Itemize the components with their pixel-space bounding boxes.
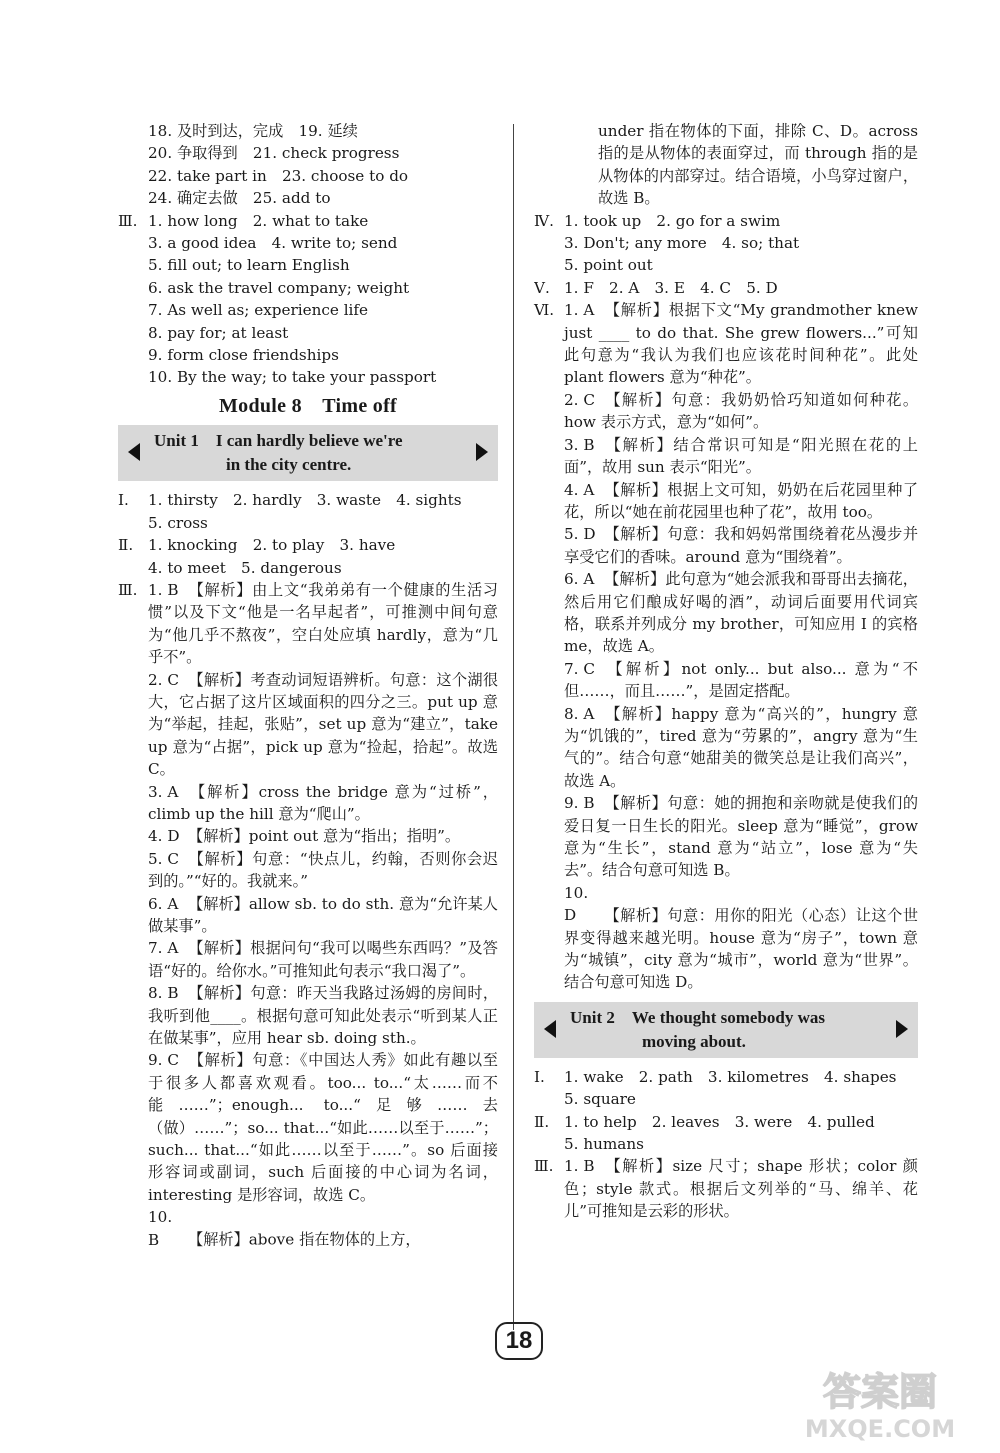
- explanation-item: 3. B 【解析】结合常识可知是“阳光照在花的上面”，故用 sun 表示“阳光”。: [564, 435, 918, 477]
- answer-line: 22. take part in 23. choose to do: [148, 166, 409, 185]
- continued-explanation: under 指在物体的下面，排除 C、D。across 指的是从物体的表面穿过，而 through 指的是从物体的内部穿过。结合语境，小鸟穿过窗户，故选 B。: [598, 122, 918, 208]
- explanation-item: 1. B 【解析】size 尺寸；shape 形状；color 颜色；style 款式。根据后文列举的“马、绵羊、花儿”可推知是云彩的形状。: [564, 1157, 918, 1221]
- answer-line: 20. 争取得到 21. check progress: [148, 144, 400, 163]
- explanation-item: 2. C 【解析】考查动词短语辨析。句意：这个湖很大，它占据了这片区域面积的四分之三。put up 意为“举起，挂起，张贴”，set up 意为“建立”，take up 意为“占据”，pick up 意为“捡起，拾起”。故选 C。: [148, 670, 498, 779]
- section-3-line: 5. fill out; to learn English: [148, 256, 350, 275]
- section-3-line: 8. pay for; at least: [148, 323, 289, 342]
- explanation-item: 10. D 【解析】句意：用你的阳光（心态）让这个世界变得越来越光明。house 意为“房子”，town 意为“城镇”，city 意为“城市”，world 意为“世界”。结合句意可知选 D。: [564, 883, 918, 992]
- section-5-line: Ⅴ. 1. F 2. A 3. E 4. C 5. D: [534, 278, 778, 297]
- right-column: under 指在物体的下面，排除 C、D。across 指的是从物体的表面穿过，而 through 指的是从物体的内部穿过。结合语境，小鸟穿过窗户，故选 B。 Ⅳ. 1. took up 2. go for a swim 3. Don't; any more 4. so; that 5. point out Ⅴ. 1. F 2. A 3. E 4. C 5. D Ⅵ. 1. A 【解析】根据下文“My grandmother knew just ____ to do that. She grew flowers...”可知此句意为“我认为我们也应该花时间种花”。此处 plant flowers 意为“种花”。 2. C 【解析】句意：我奶奶恰巧知道如何种花。how 表示方式，意为“如何”。 3. B 【解析】结合常识可知是“阳光照在花的上面”，故用 sun 表示“阳光”。 4. A 【解析】根据上文可知，奶奶在后花园里种了花，所以“她在前花园里也种了花”，故用 too。 5. D 【解析】句意：我和妈妈常围绕着花丛漫步并享受它们的香味。around 意为“围绕着”。 6. A 【解析】此句意为“她会派我和哥哥出去摘花，然后用它们酿成好喝的酒”，动词后面要用代词宾格，联系并列成分 my brother，可知应用 I 的宾格 me，故选 A。 7. C 【解析】not only... but also... 意为“不但……，而且……”，是固定搭配。 8. A 【解析】happy 意为“高兴的”，hungry 意为“饥饿的”，tired 意为“劳累的”，angry 意为“生气的”。结合句意“她甜美的微笑总是让我们高兴”，故选 A。 9. B 【解析】句意：她的拥抱和亲吻就是使我们的爱日复一日生长的阳光。sleep 意为“睡觉”，grow 意为“生长”，stand 意为“站立”，lose 意为“失去”。结合句意可知选 B。 10. D 【解析】句意：用你的阳光（心态）让这个世界变得越来越光明。house 意为“房子”，town 意为“城镇”，city 意为“城市”，world 意为“世界”。结合句意可知选 D。 Unit 2 We thought somebody was moving about. Ⅰ. 1. wake 2. path 3. kilometres 4. shapes 5. square Ⅱ. 1. to help 2. leaves 3. were 4. pulled 5. humans Ⅲ. 1. B 【解析】size 尺寸；shape 形状；color 颜色；style 款式。根据后文列举的“马、绵羊、花儿”可推知是云彩的形状。: [534, 120, 918, 1223]
- section-2-line: 5. humans: [564, 1135, 644, 1154]
- section-3-line: 3. a good idea 4. write to; send: [148, 234, 398, 253]
- answer-line: 24. 确定去做 25. add to: [148, 189, 331, 208]
- answer-line: 18. 及时到达，完成 19. 延续: [148, 122, 358, 140]
- explanation-item: 8. B 【解析】句意：昨天当我路过汤姆的房间时，我听到他____。根据句意可知此处表示“听到某人正在做某事”，应用 hear sb. doing sth.。: [148, 984, 498, 1048]
- section-2-line: Ⅱ. 1. to help 2. leaves 3. were 4. pulled: [534, 1112, 875, 1131]
- module-title: Module 8 Time off: [218, 394, 398, 417]
- section-3-line: 10. By the way; to take your passport: [148, 368, 437, 387]
- unit-2-title-line1: Unit 2 We thought somebody was: [570, 1007, 826, 1027]
- unit-2-banner: [534, 1002, 918, 1058]
- section-3-line: 9. form close friendships: [148, 346, 339, 365]
- unit-1-title-line2: in the city centre.: [226, 455, 352, 475]
- section-4-line: 5. point out: [564, 256, 653, 275]
- explanation-item: 6. A 【解析】此句意为“她会派我和哥哥出去摘花，然后用它们酿成好喝的酒”，动词后面要用代词宾格，联系并列成分 my brother，可知应用 I 的宾格 me，故选 A。: [564, 570, 918, 656]
- watermark-top-text: 答案圈: [822, 1370, 938, 1414]
- section-2-line: Ⅱ. 1. knocking 2. to play 3. have: [118, 536, 396, 555]
- left-arrow-icon: [128, 443, 140, 461]
- right-arrow-icon: [476, 443, 488, 461]
- explanation-item: 9. C 【解析】句意：《中国达人秀》如此有趣以至于很多人都喜欢观看。too... to...“太……而不能……”；enough... to...“足够……去（做）……”；so... that...“如此……以至于……”；such... that...“如此……以至于……”。so 后面接形容词或副词，such 后面接的中心词为名词，interesting 是形容词，故选 C。: [148, 1051, 498, 1204]
- explanation-item: 1. A 【解析】根据下文“My grandmother knew just ____ to do that. She grew flowers...”可知此句意为“我认为我们也应该花时间种花”。此处 plant flowers 意为“种花”。: [564, 301, 918, 387]
- unit-1-banner: [118, 425, 498, 481]
- section-4-line: 3. Don't; any more 4. so; that: [564, 234, 800, 253]
- left-column: 18. 及时到达，完成 19. 延续 20. 争取得到 21. check progress 22. take part in 23. choose to do 24. 确定去做 25. add to Ⅲ. 1. how long 2. what to take 3. a good idea 4. write to; send 5. fill out; to learn English 6. ask the travel company; weight 7. As well as; experience life 8. pay for; at least 9. form close friendships 10. By the way; to take your passport Module 8 Time off Unit 1 I can hardly believe we're in the city centre. Ⅰ. 1. thirsty 2. hardly 3. waste 4. sights 5. cross Ⅱ. 1. knocking 2. to play 3. have 4. to meet 5. dangerous Ⅲ. 1. B 【解析】由上文“我弟弟有一个健康的生活习惯”以及下文“他是一名早起者”，可推测中间句意为“他几乎不熬夜”，空白处应填 hardly，意为“几乎不”。 2. C 【解析】考查动词短语辨析。句意：这个湖很大，它占据了这片区域面积的四分之三。put up 意为“举起，挂起，张贴”，set up 意为“建立”，take up 意为“占据”，pick up 意为“捡起，拾起”。故选 C。 3. A 【解析】cross the bridge 意为“过桥”，climb up the hill 意为“爬山”。 4. D 【解析】point out 意为“指出；指明”。 5. C 【解析】句意：“快点儿，约翰，否则你会迟到的。”“好的。我就来。” 6. A 【解析】allow sb. to do sth. 意为“允许某人做某事”。 7. A 【解析】根据问句“我可以喝些东西吗？”及答语“好的。给你水。”可推知此句表示“我口渴了”。 8. B 【解析】句意：昨天当我路过汤姆的房间时，我听到他____。根据句意可知此处表示“听到某人正在做某事”，应用 hear sb. doing sth.。 9. C 【解析】句意：《中国达人秀》如此有趣以至于很多人都喜欢观看。too... to...“太……而不能……”；enough... to...“足够……去（做）……”；so... that...“如此……以至于……”；such... that...“如此……以至于……”。so 后面接形容词或副词，such 后面接的中心词为名词，interesting 是形容词，故选 C。 10. B 【解析】above 指在物体的上方，: [118, 120, 498, 1251]
- section-3-line: 7. As well as; experience life: [148, 301, 369, 320]
- explanation-item: 3. A 【解析】cross the bridge 意为“过桥”，climb up the hill 意为“爬山”。: [148, 782, 498, 823]
- explanation-item: 8. A 【解析】happy 意为“高兴的”，hungry 意为“饥饿的”，tired 意为“劳累的”，angry 意为“生气的”。结合句意“她甜美的微笑总是让我们高兴”，故选 A。: [564, 704, 918, 790]
- section-3-line: 6. ask the travel company; weight: [148, 278, 410, 297]
- explanation-item: 1. B 【解析】由上文“我弟弟有一个健康的生活习惯”以及下文“他是一名早起者”，可推测中间句意为“他几乎不熬夜”，空白处应填 hardly，意为“几乎不”。: [148, 580, 498, 667]
- section-4-line: Ⅳ. 1. took up 2. go for a swim: [534, 211, 781, 230]
- column-divider: [513, 124, 514, 1330]
- explanation-item: 5. D 【解析】句意：我和妈妈常围绕着花丛漫步并享受它们的香味。around 意为“围绕着”。: [564, 525, 918, 566]
- explanation-item: 4. A 【解析】根据上文可知，奶奶在后花园里种了花，所以“她在前花园里也种了花”，故用 too。: [564, 480, 918, 521]
- section-3-line: Ⅲ. 1. how long 2. what to take: [118, 211, 369, 230]
- section-1-line: 5. cross: [148, 513, 208, 532]
- explanation-item: 6. A 【解析】allow sb. to do sth. 意为“允许某人做某事”。: [148, 894, 498, 935]
- explanation-item: 2. C 【解析】句意：我奶奶恰巧知道如何种花。how 表示方式，意为“如何”。: [564, 390, 918, 432]
- explanation-item: 7. C 【解析】not only... but also... 意为“不但……，而且……”，是固定搭配。: [564, 659, 918, 701]
- explanation-item: 9. B 【解析】句意：她的拥抱和亲吻就是使我们的爱日复一日生长的阳光。sleep 意为“睡觉”，grow 意为“生长”，stand 意为“站立”，lose 意为“失去”。结合句意可知选 B。: [564, 794, 918, 880]
- watermark-bottom-text: MXQE.COM: [804, 1415, 956, 1443]
- explanation-item: 5. C 【解析】句意：“快点儿，约翰，否则你会迟到的。”“好的。我就来。”: [148, 849, 498, 891]
- unit-1-title-line1: Unit 1 I can hardly believe we're: [154, 431, 403, 451]
- page-number: 18: [495, 1322, 543, 1360]
- explanation-item: 7. A 【解析】根据问句“我可以喝些东西吗？”及答语“好的。给你水。”可推知此句表示“我口渴了”。: [148, 939, 498, 980]
- section-1-line: Ⅰ. 1. thirsty 2. hardly 3. waste 4. sights: [118, 491, 462, 510]
- explanation-item: 4. D 【解析】point out 意为“指出；指明”。: [148, 827, 461, 846]
- explanation-item: 10. B 【解析】above 指在物体的上方，: [148, 1208, 421, 1249]
- watermark-logo: [780, 1361, 980, 1445]
- left-arrow-icon: [544, 1020, 556, 1038]
- right-arrow-icon: [896, 1020, 908, 1038]
- unit-2-title-line2: moving about.: [642, 1031, 746, 1051]
- section-2-line: 4. to meet 5. dangerous: [148, 558, 342, 577]
- section-1-line: Ⅰ. 1. wake 2. path 3. kilometres 4. shapes: [534, 1067, 897, 1086]
- section-1-line: 5. square: [564, 1090, 636, 1109]
